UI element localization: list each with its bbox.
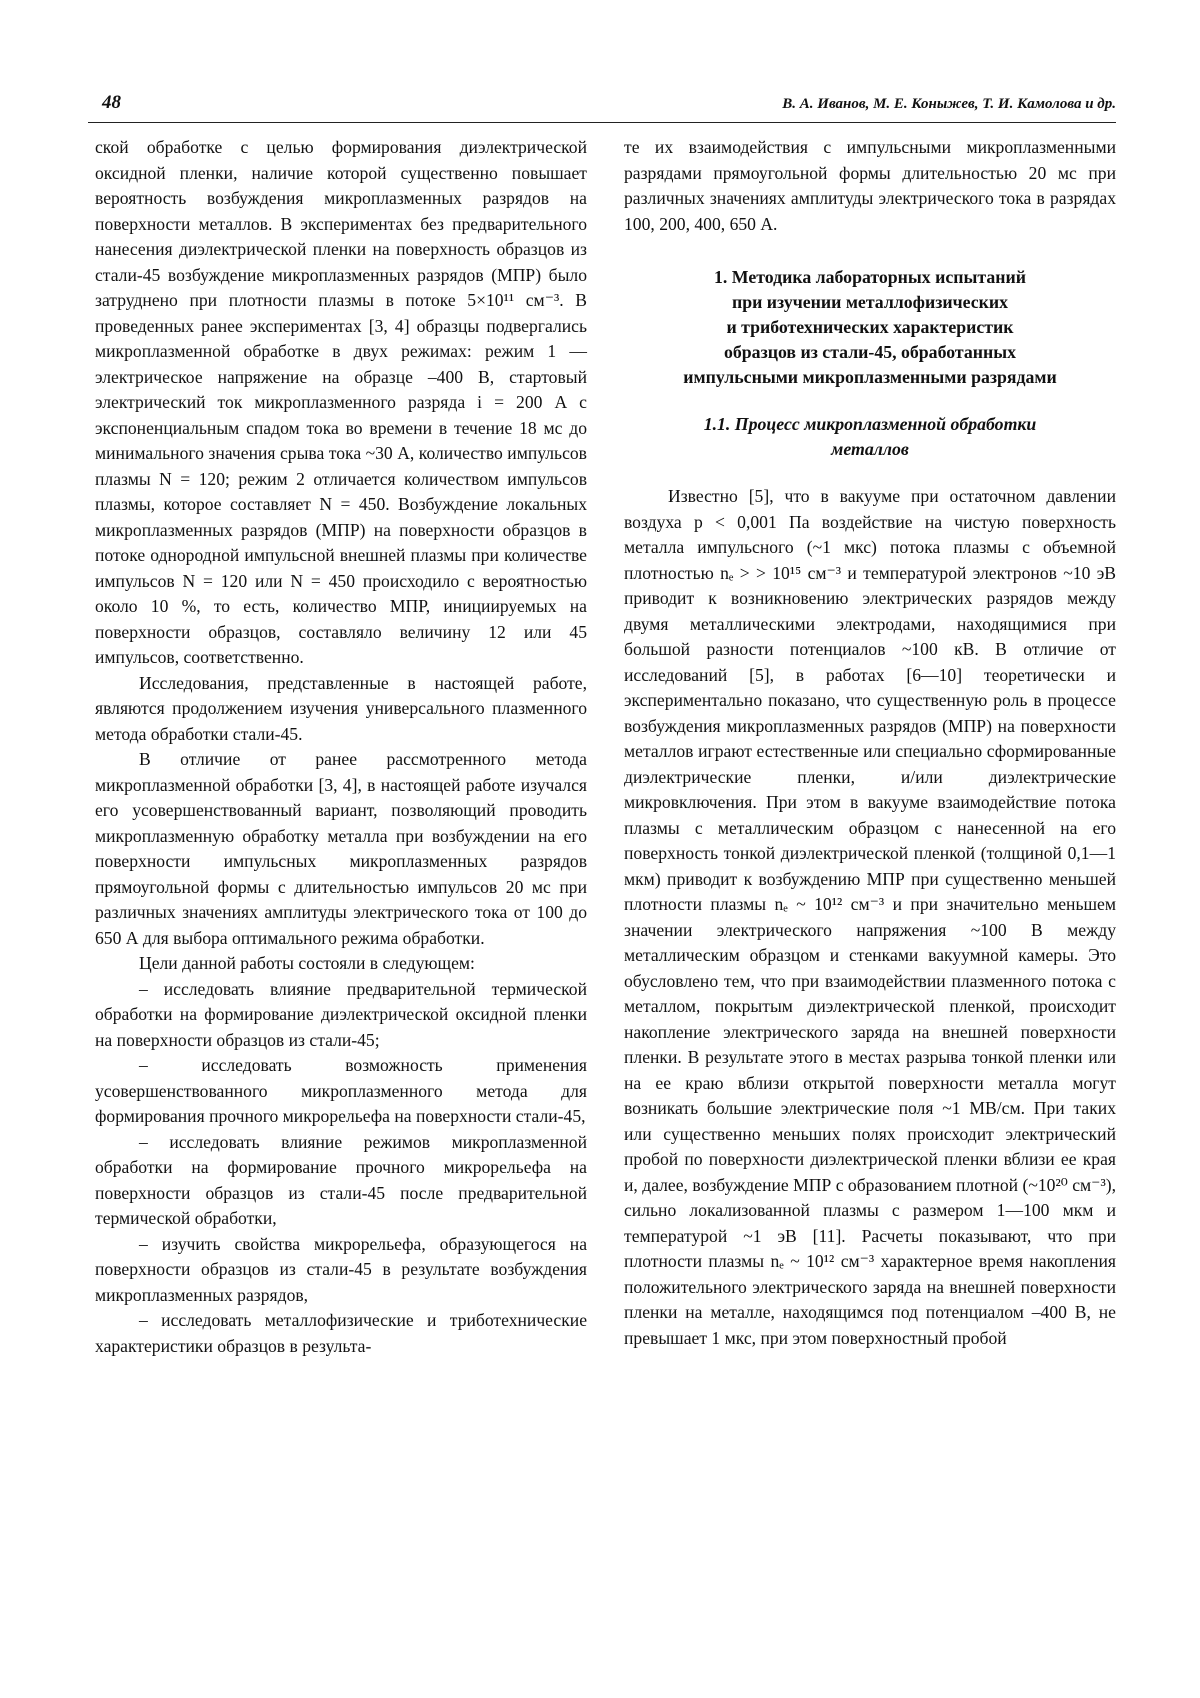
goal-item-2: – исследовать возможность применения усовершенствованного микроплазменного метода для формирования прочного микрорельефа на поверхности стали-45, [95, 1055, 587, 1126]
section-heading-line: 1. Методика лабораторных испытаний [714, 267, 1026, 287]
section-heading-line: и триботехнических характеристик [726, 317, 1014, 337]
running-head-authors: В. А. Иванов, М. Е. Коныжев, Т. И. Камолова и др. [782, 96, 1116, 112]
section-heading-line: при изучении металлофизических [731, 292, 1009, 312]
subsection-heading-line: 1.1. Процесс микроплазменной обработки [703, 414, 1037, 434]
page-number: 48 [102, 92, 121, 113]
right-paragraph-1: те их взаимодействия с импульсными микроплазменными разрядами прямоугольной формы длительностью 20 мс при различных значениях амплитуды электрического тока в разрядах 100, 200, 400, 650 А. [624, 137, 1116, 234]
left-paragraph-1: ской обработке с целью формирования диэлектрической оксидной пленки, наличие которой существенно повышает вероятность возбуждения микроплазменных разрядов на поверхности металлов. В экспериментах без предварительного нанесения диэлектрической пленки на поверхность образцов из стали-45 возбуждение микроплазменных разрядов (МПР) было затруднено при плотности плазмы в потоке 5×10¹¹ см⁻³. В проведенных ранее экспериментах [3, 4] образцы подвергались микроплазменной обработке в двух режимах: режим 1 — электрическое напряжение на образце –400 В, стартовый электрический ток микроплазменного разряда i = 200 А с экспоненциальным спадом тока во времени в течение 18 мс до минимального значения срыва тока ~30 А, количество импульсов плазмы N = 120; режим 2 отличается количеством импульсов плазмы, которое составляет N = 450. Возбуждение локальных микроплазменных разрядов (МПР) на поверхности образцов в потоке однородной импульсной внешней плазмы при количестве импульсов N = 120 или N = 450 происходило с вероятностью около 10 %, то есть, количество МПР, инициируемых на поверхности образцов, составляло величину 12 или 45 импульсов, соответственно. [95, 137, 587, 667]
section-heading-line: импульсными микроплазменными разрядами [683, 367, 1057, 387]
left-column [95, 135, 587, 1359]
right-column [624, 135, 1116, 1351]
goal-item-1: – исследовать влияние предварительной термической обработки на формирование диэлектрической оксидной пленки на поверхности образцов из стали-45; [95, 978, 587, 1050]
right-paragraph-2: Известно [5], что в вакууме при остаточном давлении воздуха p < 0,001 Па воздействие на чистую поверхность металла импульсного (~1 мкс) потока плазмы с объемной плотностью nₑ > > 10¹⁵ см⁻³ и температурой электронов ~10 эВ приводит к возникновению электрических разрядов между двумя металлическими электродами, находящимися при большой разности потенциалов ~100 кВ. В отличие от исследований [5], в работах [6—10] теоретически и экспериментально показано, что существенную роль в процессе возбуждения микроплазменных разрядов (МПР) на поверхности металлов играют естественные или специально сформированные диэлектрические пленки, и/или диэлектрические микровключения. При этом в вакууме взаимодействие потока плазмы с металлическим образцом с нанесенной на его поверхность тонкой диэлектрической пленкой (толщиной 0,1—1 мкм) приводит к возбуждению МПР при существенно меньшей плотности плазмы nₑ ~ 10¹² см⁻³ и при значительно меньшем значении электрического напряжения ~100 В между металлическим образцом и стенками вакуумной камеры. Это обусловлено тем, что при взаимодействии плазменного потока с металлом, покрытым диэлектрической пленкой, происходит накопление электрического заряда на внешней поверхности пленки. В результате этого в местах разрыва тонкой пленки или на ее краю вблизи открытой поверхности металла могут возникать большие электрические поля ~1 МВ/см. При таких или существенно меньших полях происходит электрический пробой по поверхности диэлектрической пленки вблизи ее края и, далее, возбуждение МПР с образованием плотной (~10²⁰ см⁻³), сильно локализованной плазмы с размером 1—100 мкм и температурой ~1 эВ [11]. Расчеты показывают, что при плотности плазмы nₑ ~ 10¹² см⁻³ характерное время накопления положительного электрического заряда на внешней поверхности пленки на металле, находящимся под потенциалом –400 В, не превышает 1 мкс, при этом поверхностный пробой [624, 486, 1116, 1348]
subsection-heading-line: металлов [831, 439, 909, 459]
goal-item-3: – исследовать влияние режимов микроплазменной обработки на формирование прочного микрорельефа на поверхности образцов из стали-45 после предварительной термической обработки, [95, 1131, 587, 1228]
left-paragraph-2: Исследования, представленные в настоящей работе, являются продолжением изучения универсального плазменного метода обработки стали-45. [95, 672, 587, 744]
goals-intro: Цели данной работы состояли в следующем: [139, 953, 475, 973]
goal-item-4: – изучить свойства микрорельефа, образующегося на поверхности образцов из стали-45 в результате возбуждения микроплазменных разрядов, [95, 1233, 587, 1305]
section-heading [624, 265, 1116, 390]
subsection-heading [624, 412, 1116, 462]
page-header [88, 88, 1116, 123]
section-heading-line: образцов из стали-45, обработанных [724, 342, 1016, 362]
goal-item-5: – исследовать металлофизические и триботехнические характеристики образцов в результа- [95, 1310, 587, 1356]
left-paragraph-3: В отличие от ранее рассмотренного метода микроплазменной обработки [3, 4], в настоящей работе изучался его усовершенствованный вариант, позволяющий проводить микроплазменную обработку металла при возбуждении на его поверхности импульсных микроплазменных разрядов прямоугольной формы с длительностью импульсов 20 мс при различных значениях амплитуды электрического тока от 100 до 650 А для выбора оптимального режима обработки. [95, 749, 587, 948]
